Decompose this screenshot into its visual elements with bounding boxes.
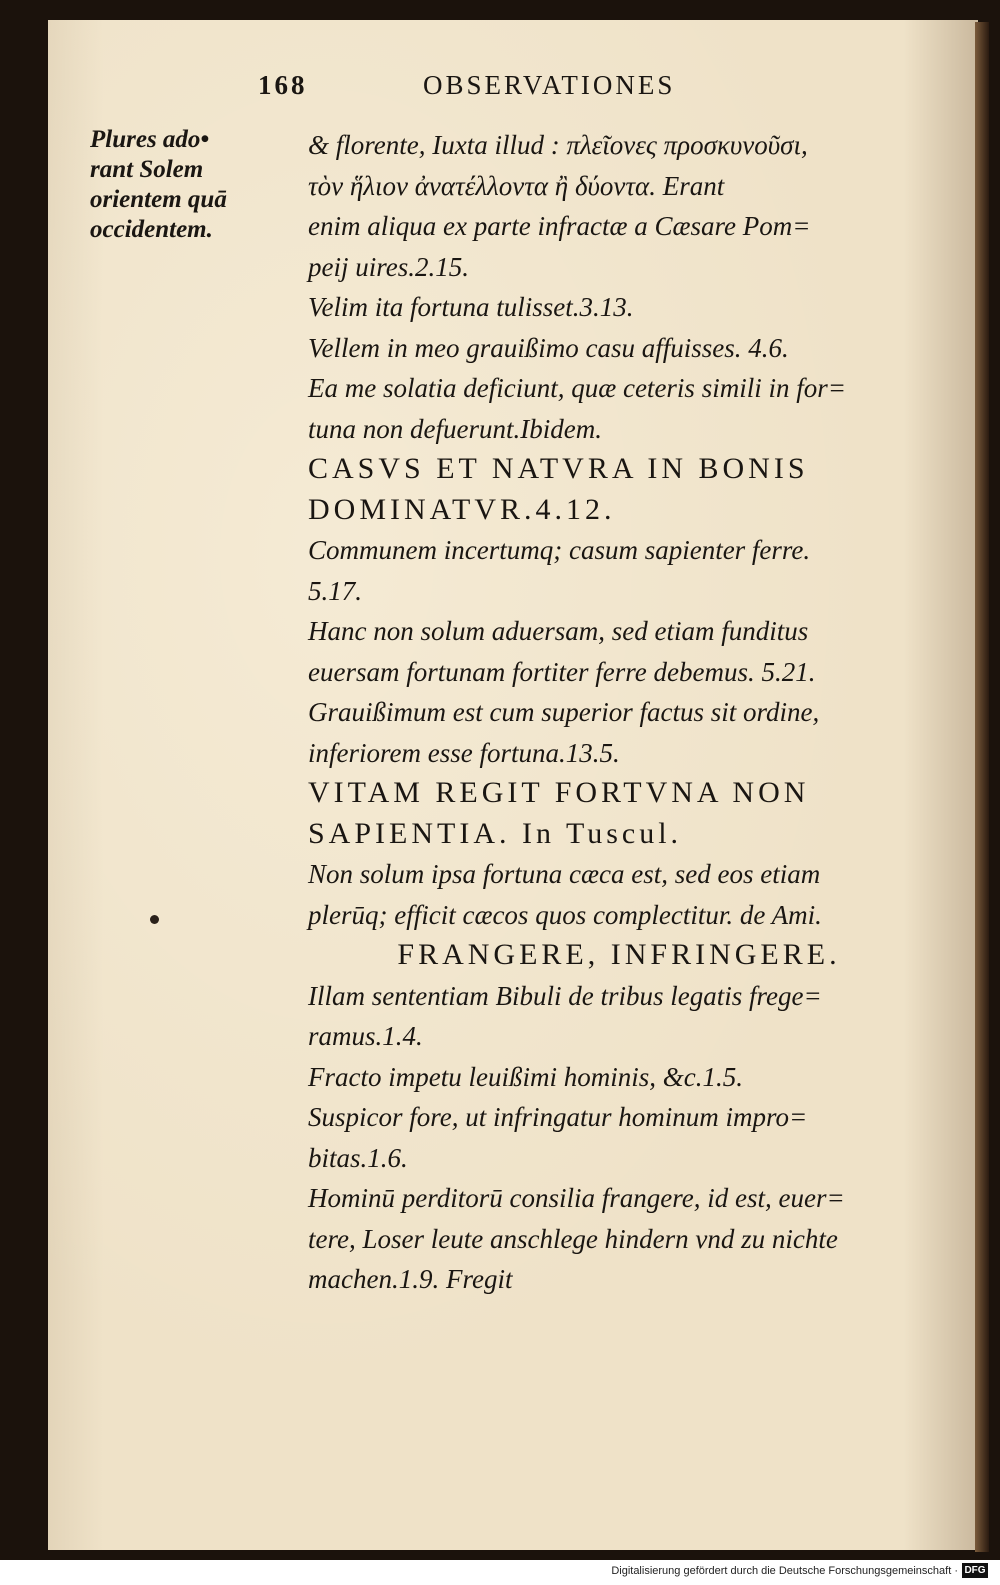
text-line: τὸν ἥλιον ἀνατέλλοντα ἢ δύοντα. Erant: [308, 170, 725, 201]
page-header: [258, 70, 818, 110]
text-line: Non solum ipsa fortuna cæca est, sed eos etiam: [308, 859, 821, 889]
margin-note-line: rant Solem: [90, 156, 204, 183]
text-line: Fracto impetu leuißimi hominis, &c.1.5.: [308, 1061, 743, 1092]
main-text: [250, 125, 950, 1300]
footer-bar: [0, 1560, 1000, 1585]
text-line: 5.17.: [308, 575, 362, 606]
text-line: bitas.1.6.: [308, 1142, 408, 1173]
margin-note-line: occidentem.: [90, 216, 213, 243]
text-line: Illam sententiam Bibuli de tribus legatis frege=: [308, 980, 822, 1011]
page-edge: [975, 22, 989, 1552]
text-line: Hominū perditorū consilia frangere, id est, euer=: [308, 1183, 845, 1213]
section-heading: CASVS ET NATVRA IN BONIS: [308, 452, 809, 485]
footer-credit: Digitalisierung gefördert durch die Deutsche Forschungsgemeinschaft ·: [611, 1565, 958, 1577]
text-line: Velim ita fortuna tulisset.3.13.: [308, 292, 634, 322]
running-head: OBSERVATIONES: [423, 70, 676, 100]
text-line: Communem incertumq; casum sapienter ferre.: [308, 535, 811, 565]
text-line: & florente, Iuxta illud : πλεῖονες προσκυνοῦσι,: [308, 130, 808, 160]
text-line: tuna non defuerunt.Ibidem.: [308, 413, 602, 444]
text-line: machen.1.9. Fregit: [308, 1264, 513, 1294]
text-line: tere, Loser leute anschlege hindern vnd zu nichte: [308, 1223, 838, 1254]
text-line: Suspicor fore, ut infringatur hominum impro=: [308, 1102, 808, 1132]
text-line: Hanc non solum aduersam, sed etiam funditus: [308, 616, 809, 646]
text-line: euersam fortunam fortiter ferre debemus. 5.21.: [308, 656, 816, 687]
text-line: ramus.1.4.: [308, 1021, 423, 1051]
section-heading: DOMINATVR.4.12.: [308, 492, 616, 526]
section-heading: SAPIENTIA. In Tuscul.: [308, 816, 683, 850]
text-line: Ea me solatia deficiunt, quæ ceteris simili in for=: [308, 373, 846, 403]
text-line: inferiorem esse fortuna.13.5.: [308, 737, 620, 768]
text-line: Grauißimum est cum superior factus sit ordine,: [308, 697, 820, 727]
page-number: 168: [258, 70, 308, 100]
section-heading: FRANGERE, INFRINGERE.: [397, 938, 841, 971]
dfg-logo: DFG: [962, 1563, 988, 1578]
margin-note-line: Plures ado•: [90, 126, 210, 153]
text-line: enim aliqua ex parte infractæ a Cæsare Pom=: [308, 211, 811, 241]
margin-note-line: orientem quā: [90, 186, 227, 213]
text-line: plerūq; efficit cæcos quos complectitur. de Ami.: [308, 899, 822, 930]
section-heading: VITAM REGIT FORTVNA NON: [308, 776, 810, 809]
ink-mark: [150, 915, 159, 924]
text-line: Vellem in meo grauißimo casu affuisses. 4.6.: [308, 332, 789, 363]
text-line: peij uires.2.15.: [308, 251, 469, 282]
